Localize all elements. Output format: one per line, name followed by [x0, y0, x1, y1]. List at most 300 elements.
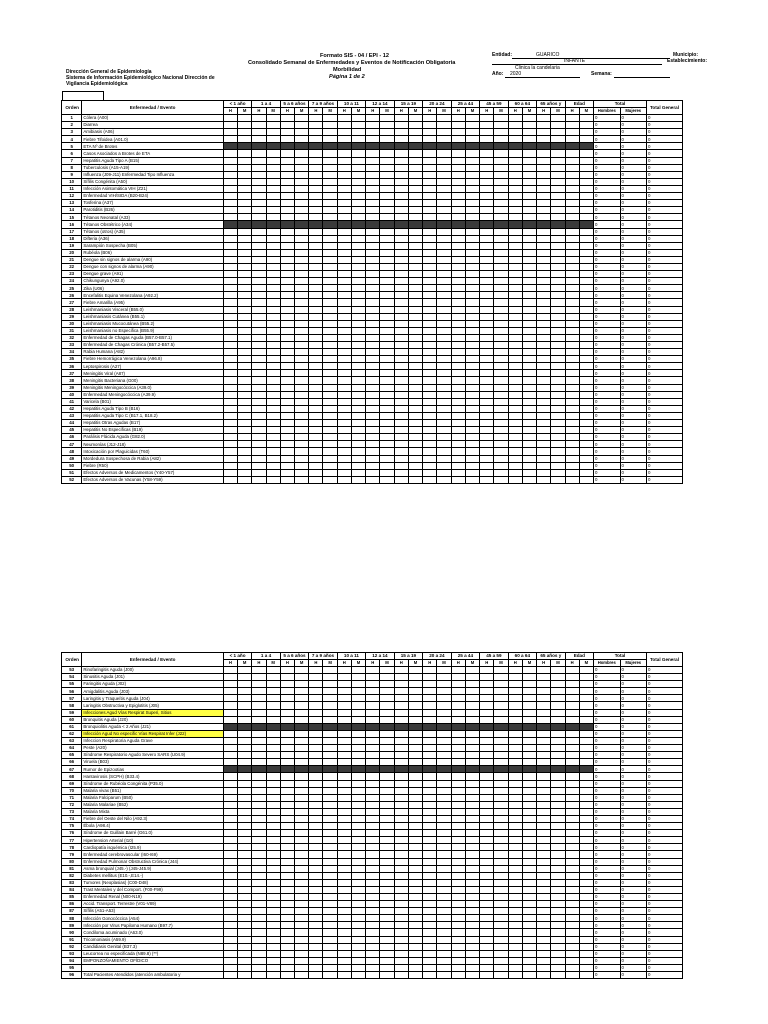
count-cell[interactable] — [437, 716, 451, 723]
count-cell[interactable] — [494, 278, 508, 285]
count-cell[interactable] — [323, 412, 337, 419]
count-cell[interactable] — [423, 164, 437, 171]
count-cell[interactable] — [366, 688, 380, 695]
count-cell[interactable] — [508, 448, 522, 455]
count-cell[interactable] — [238, 808, 252, 815]
count-cell[interactable] — [408, 157, 422, 164]
count-cell[interactable] — [451, 285, 465, 292]
count-cell[interactable] — [323, 851, 337, 858]
count-cell[interactable] — [394, 384, 408, 391]
count-cell[interactable] — [465, 908, 479, 915]
count-cell[interactable] — [551, 150, 565, 157]
count-cell[interactable] — [480, 787, 494, 794]
count-cell[interactable] — [394, 901, 408, 908]
count-cell[interactable] — [337, 278, 351, 285]
count-cell[interactable] — [551, 872, 565, 879]
count-cell[interactable] — [465, 420, 479, 427]
count-cell[interactable] — [380, 844, 394, 851]
count-cell[interactable] — [551, 164, 565, 171]
count-cell[interactable] — [323, 143, 337, 150]
count-cell[interactable] — [294, 787, 308, 794]
count-cell[interactable] — [380, 901, 394, 908]
count-cell[interactable] — [351, 844, 365, 851]
count-cell[interactable] — [266, 214, 280, 221]
count-cell[interactable] — [238, 214, 252, 221]
count-cell[interactable] — [451, 306, 465, 313]
count-cell[interactable] — [366, 964, 380, 971]
count-cell[interactable] — [522, 964, 536, 971]
count-cell[interactable] — [280, 320, 294, 327]
count-cell[interactable] — [280, 249, 294, 256]
count-cell[interactable] — [323, 716, 337, 723]
count-cell[interactable] — [266, 773, 280, 780]
count-cell[interactable] — [408, 207, 422, 214]
count-cell[interactable] — [252, 830, 266, 837]
count-cell[interactable] — [252, 391, 266, 398]
count-cell[interactable] — [522, 469, 536, 476]
count-cell[interactable] — [223, 830, 237, 837]
anio-field[interactable] — [505, 71, 580, 78]
count-cell[interactable] — [294, 185, 308, 192]
count-cell[interactable] — [323, 391, 337, 398]
count-cell[interactable] — [437, 950, 451, 957]
count-cell[interactable] — [238, 334, 252, 341]
count-cell[interactable] — [423, 716, 437, 723]
count-cell[interactable] — [508, 957, 522, 964]
count-cell[interactable] — [494, 469, 508, 476]
count-cell[interactable] — [380, 462, 394, 469]
count-cell[interactable] — [266, 695, 280, 702]
count-cell[interactable] — [522, 313, 536, 320]
count-cell[interactable] — [451, 462, 465, 469]
count-cell[interactable] — [408, 228, 422, 235]
count-cell[interactable] — [280, 894, 294, 901]
count-cell[interactable] — [522, 263, 536, 270]
count-cell[interactable] — [280, 886, 294, 893]
count-cell[interactable] — [522, 412, 536, 419]
count-cell[interactable] — [537, 929, 551, 936]
count-cell[interactable] — [380, 441, 394, 448]
count-cell[interactable] — [480, 801, 494, 808]
count-cell[interactable] — [565, 674, 579, 681]
count-cell[interactable] — [252, 455, 266, 462]
count-cell[interactable] — [465, 143, 479, 150]
count-cell[interactable] — [579, 695, 593, 702]
count-cell[interactable] — [294, 171, 308, 178]
count-cell[interactable] — [537, 455, 551, 462]
count-cell[interactable] — [323, 787, 337, 794]
count-cell[interactable] — [280, 448, 294, 455]
count-cell[interactable] — [508, 815, 522, 822]
count-cell[interactable] — [266, 327, 280, 334]
count-cell[interactable] — [494, 115, 508, 122]
count-cell[interactable] — [537, 872, 551, 879]
count-cell[interactable] — [238, 448, 252, 455]
count-cell[interactable] — [366, 434, 380, 441]
count-cell[interactable] — [366, 377, 380, 384]
count-cell[interactable] — [337, 667, 351, 674]
count-cell[interactable] — [223, 688, 237, 695]
count-cell[interactable] — [366, 681, 380, 688]
count-cell[interactable] — [437, 957, 451, 964]
count-cell[interactable] — [423, 950, 437, 957]
count-cell[interactable] — [579, 242, 593, 249]
count-cell[interactable] — [380, 242, 394, 249]
count-cell[interactable] — [437, 851, 451, 858]
count-cell[interactable] — [294, 193, 308, 200]
count-cell[interactable] — [280, 171, 294, 178]
count-cell[interactable] — [565, 815, 579, 822]
count-cell[interactable] — [508, 780, 522, 787]
count-cell[interactable] — [551, 143, 565, 150]
count-cell[interactable] — [522, 377, 536, 384]
count-cell[interactable] — [309, 723, 323, 730]
count-cell[interactable] — [494, 178, 508, 185]
count-cell[interactable] — [565, 356, 579, 363]
count-cell[interactable] — [437, 412, 451, 419]
count-cell[interactable] — [380, 476, 394, 483]
count-cell[interactable] — [223, 228, 237, 235]
count-cell[interactable] — [223, 667, 237, 674]
count-cell[interactable] — [465, 115, 479, 122]
count-cell[interactable] — [565, 242, 579, 249]
count-cell[interactable] — [522, 730, 536, 737]
count-cell[interactable] — [465, 773, 479, 780]
count-cell[interactable] — [537, 709, 551, 716]
count-cell[interactable] — [337, 808, 351, 815]
count-cell[interactable] — [309, 320, 323, 327]
count-cell[interactable] — [522, 398, 536, 405]
count-cell[interactable] — [565, 730, 579, 737]
count-cell[interactable] — [223, 759, 237, 766]
count-cell[interactable] — [351, 384, 365, 391]
count-cell[interactable] — [522, 136, 536, 143]
count-cell[interactable] — [408, 384, 422, 391]
count-cell[interactable] — [494, 943, 508, 950]
count-cell[interactable] — [252, 285, 266, 292]
count-cell[interactable] — [366, 228, 380, 235]
count-cell[interactable] — [351, 412, 365, 419]
count-cell[interactable] — [451, 929, 465, 936]
count-cell[interactable] — [408, 349, 422, 356]
count-cell[interactable] — [280, 129, 294, 136]
count-cell[interactable] — [323, 157, 337, 164]
count-cell[interactable] — [408, 412, 422, 419]
count-cell[interactable] — [223, 306, 237, 313]
count-cell[interactable] — [266, 688, 280, 695]
count-cell[interactable] — [408, 178, 422, 185]
count-cell[interactable] — [223, 837, 237, 844]
count-cell[interactable] — [423, 384, 437, 391]
count-cell[interactable] — [522, 922, 536, 929]
count-cell[interactable] — [309, 929, 323, 936]
count-cell[interactable] — [266, 306, 280, 313]
count-cell[interactable] — [394, 929, 408, 936]
count-cell[interactable] — [309, 150, 323, 157]
count-cell[interactable] — [494, 723, 508, 730]
count-cell[interactable] — [309, 688, 323, 695]
count-cell[interactable] — [423, 943, 437, 950]
count-cell[interactable] — [266, 745, 280, 752]
count-cell[interactable] — [266, 412, 280, 419]
count-cell[interactable] — [366, 872, 380, 879]
count-cell[interactable] — [494, 285, 508, 292]
count-cell[interactable] — [380, 292, 394, 299]
count-cell[interactable] — [437, 221, 451, 228]
count-cell[interactable] — [465, 808, 479, 815]
count-cell[interactable] — [522, 320, 536, 327]
count-cell[interactable] — [223, 448, 237, 455]
count-cell[interactable] — [537, 377, 551, 384]
count-cell[interactable] — [280, 306, 294, 313]
count-cell[interactable] — [537, 844, 551, 851]
count-cell[interactable] — [309, 434, 323, 441]
count-cell[interactable] — [508, 193, 522, 200]
count-cell[interactable] — [294, 263, 308, 270]
count-cell[interactable] — [508, 356, 522, 363]
count-cell[interactable] — [480, 745, 494, 752]
count-cell[interactable] — [380, 766, 394, 773]
count-cell[interactable] — [266, 787, 280, 794]
count-cell[interactable] — [280, 709, 294, 716]
count-cell[interactable] — [480, 830, 494, 837]
count-cell[interactable] — [423, 363, 437, 370]
count-cell[interactable] — [480, 709, 494, 716]
count-cell[interactable] — [565, 171, 579, 178]
count-cell[interactable] — [294, 235, 308, 242]
count-cell[interactable] — [408, 242, 422, 249]
count-cell[interactable] — [451, 886, 465, 893]
count-cell[interactable] — [579, 462, 593, 469]
count-cell[interactable] — [551, 242, 565, 249]
count-cell[interactable] — [565, 256, 579, 263]
count-cell[interactable] — [537, 865, 551, 872]
count-cell[interactable] — [522, 228, 536, 235]
count-cell[interactable] — [223, 235, 237, 242]
count-cell[interactable] — [294, 462, 308, 469]
count-cell[interactable] — [309, 306, 323, 313]
count-cell[interactable] — [451, 448, 465, 455]
count-cell[interactable] — [223, 370, 237, 377]
count-cell[interactable] — [266, 702, 280, 709]
count-cell[interactable] — [551, 723, 565, 730]
count-cell[interactable] — [266, 823, 280, 830]
count-cell[interactable] — [551, 448, 565, 455]
count-cell[interactable] — [423, 674, 437, 681]
count-cell[interactable] — [537, 143, 551, 150]
count-cell[interactable] — [465, 313, 479, 320]
count-cell[interactable] — [408, 950, 422, 957]
count-cell[interactable] — [223, 207, 237, 214]
count-cell[interactable] — [309, 780, 323, 787]
count-cell[interactable] — [337, 858, 351, 865]
count-cell[interactable] — [366, 894, 380, 901]
count-cell[interactable] — [579, 384, 593, 391]
count-cell[interactable] — [366, 716, 380, 723]
count-cell[interactable] — [480, 115, 494, 122]
count-cell[interactable] — [238, 313, 252, 320]
infante-field[interactable] — [492, 58, 662, 65]
count-cell[interactable] — [280, 773, 294, 780]
count-cell[interactable] — [380, 908, 394, 915]
count-cell[interactable] — [394, 730, 408, 737]
count-cell[interactable] — [451, 469, 465, 476]
count-cell[interactable] — [366, 936, 380, 943]
count-cell[interactable] — [238, 730, 252, 737]
count-cell[interactable] — [522, 178, 536, 185]
count-cell[interactable] — [408, 815, 422, 822]
count-cell[interactable] — [551, 292, 565, 299]
count-cell[interactable] — [423, 794, 437, 801]
count-cell[interactable] — [437, 420, 451, 427]
count-cell[interactable] — [451, 256, 465, 263]
count-cell[interactable] — [551, 908, 565, 915]
count-cell[interactable] — [309, 157, 323, 164]
count-cell[interactable] — [238, 462, 252, 469]
count-cell[interactable] — [551, 745, 565, 752]
count-cell[interactable] — [366, 441, 380, 448]
count-cell[interactable] — [238, 667, 252, 674]
count-cell[interactable] — [408, 936, 422, 943]
count-cell[interactable] — [337, 256, 351, 263]
count-cell[interactable] — [280, 837, 294, 844]
count-cell[interactable] — [508, 377, 522, 384]
count-cell[interactable] — [465, 377, 479, 384]
count-cell[interactable] — [408, 766, 422, 773]
count-cell[interactable] — [537, 171, 551, 178]
count-cell[interactable] — [394, 221, 408, 228]
count-cell[interactable] — [551, 171, 565, 178]
count-cell[interactable] — [266, 427, 280, 434]
count-cell[interactable] — [323, 957, 337, 964]
count-cell[interactable] — [551, 370, 565, 377]
count-cell[interactable] — [537, 858, 551, 865]
count-cell[interactable] — [351, 278, 365, 285]
count-cell[interactable] — [579, 356, 593, 363]
count-cell[interactable] — [394, 908, 408, 915]
count-cell[interactable] — [494, 815, 508, 822]
count-cell[interactable] — [408, 886, 422, 893]
count-cell[interactable] — [451, 723, 465, 730]
count-cell[interactable] — [252, 434, 266, 441]
count-cell[interactable] — [451, 434, 465, 441]
count-cell[interactable] — [366, 943, 380, 950]
count-cell[interactable] — [351, 214, 365, 221]
count-cell[interactable] — [337, 469, 351, 476]
count-cell[interactable] — [522, 929, 536, 936]
count-cell[interactable] — [380, 412, 394, 419]
count-cell[interactable] — [423, 872, 437, 879]
count-cell[interactable] — [280, 780, 294, 787]
count-cell[interactable] — [394, 688, 408, 695]
count-cell[interactable] — [266, 936, 280, 943]
count-cell[interactable] — [508, 349, 522, 356]
count-cell[interactable] — [494, 922, 508, 929]
count-cell[interactable] — [565, 886, 579, 893]
count-cell[interactable] — [423, 150, 437, 157]
count-cell[interactable] — [351, 695, 365, 702]
count-cell[interactable] — [351, 292, 365, 299]
count-cell[interactable] — [423, 377, 437, 384]
count-cell[interactable] — [351, 228, 365, 235]
count-cell[interactable] — [309, 901, 323, 908]
count-cell[interactable] — [537, 306, 551, 313]
count-cell[interactable] — [451, 476, 465, 483]
count-cell[interactable] — [309, 292, 323, 299]
count-cell[interactable] — [351, 143, 365, 150]
count-cell[interactable] — [223, 858, 237, 865]
count-cell[interactable] — [309, 164, 323, 171]
count-cell[interactable] — [323, 256, 337, 263]
count-cell[interactable] — [494, 674, 508, 681]
count-cell[interactable] — [394, 462, 408, 469]
count-cell[interactable] — [451, 879, 465, 886]
count-cell[interactable] — [437, 695, 451, 702]
count-cell[interactable] — [451, 115, 465, 122]
count-cell[interactable] — [480, 129, 494, 136]
count-cell[interactable] — [252, 844, 266, 851]
count-cell[interactable] — [437, 391, 451, 398]
count-cell[interactable] — [337, 462, 351, 469]
count-cell[interactable] — [408, 688, 422, 695]
count-cell[interactable] — [294, 794, 308, 801]
count-cell[interactable] — [223, 377, 237, 384]
count-cell[interactable] — [465, 434, 479, 441]
count-cell[interactable] — [565, 858, 579, 865]
count-cell[interactable] — [494, 221, 508, 228]
count-cell[interactable] — [337, 823, 351, 830]
count-cell[interactable] — [252, 150, 266, 157]
count-cell[interactable] — [437, 794, 451, 801]
count-cell[interactable] — [423, 745, 437, 752]
count-cell[interactable] — [294, 299, 308, 306]
count-cell[interactable] — [423, 681, 437, 688]
count-cell[interactable] — [494, 929, 508, 936]
count-cell[interactable] — [252, 427, 266, 434]
count-cell[interactable] — [565, 837, 579, 844]
count-cell[interactable] — [508, 922, 522, 929]
count-cell[interactable] — [366, 448, 380, 455]
count-cell[interactable] — [423, 844, 437, 851]
count-cell[interactable] — [423, 723, 437, 730]
count-cell[interactable] — [508, 398, 522, 405]
count-cell[interactable] — [494, 702, 508, 709]
count-cell[interactable] — [252, 462, 266, 469]
count-cell[interactable] — [494, 886, 508, 893]
count-cell[interactable] — [522, 681, 536, 688]
count-cell[interactable] — [238, 815, 252, 822]
count-cell[interactable] — [480, 207, 494, 214]
count-cell[interactable] — [252, 221, 266, 228]
count-cell[interactable] — [522, 285, 536, 292]
count-cell[interactable] — [337, 730, 351, 737]
count-cell[interactable] — [551, 434, 565, 441]
count-cell[interactable] — [480, 957, 494, 964]
count-cell[interactable] — [266, 915, 280, 922]
count-cell[interactable] — [522, 278, 536, 285]
count-cell[interactable] — [294, 228, 308, 235]
count-cell[interactable] — [266, 759, 280, 766]
count-cell[interactable] — [451, 830, 465, 837]
count-cell[interactable] — [579, 851, 593, 858]
count-cell[interactable] — [323, 370, 337, 377]
count-cell[interactable] — [437, 398, 451, 405]
count-cell[interactable] — [522, 256, 536, 263]
count-cell[interactable] — [280, 766, 294, 773]
count-cell[interactable] — [551, 780, 565, 787]
count-cell[interactable] — [537, 427, 551, 434]
count-cell[interactable] — [351, 667, 365, 674]
